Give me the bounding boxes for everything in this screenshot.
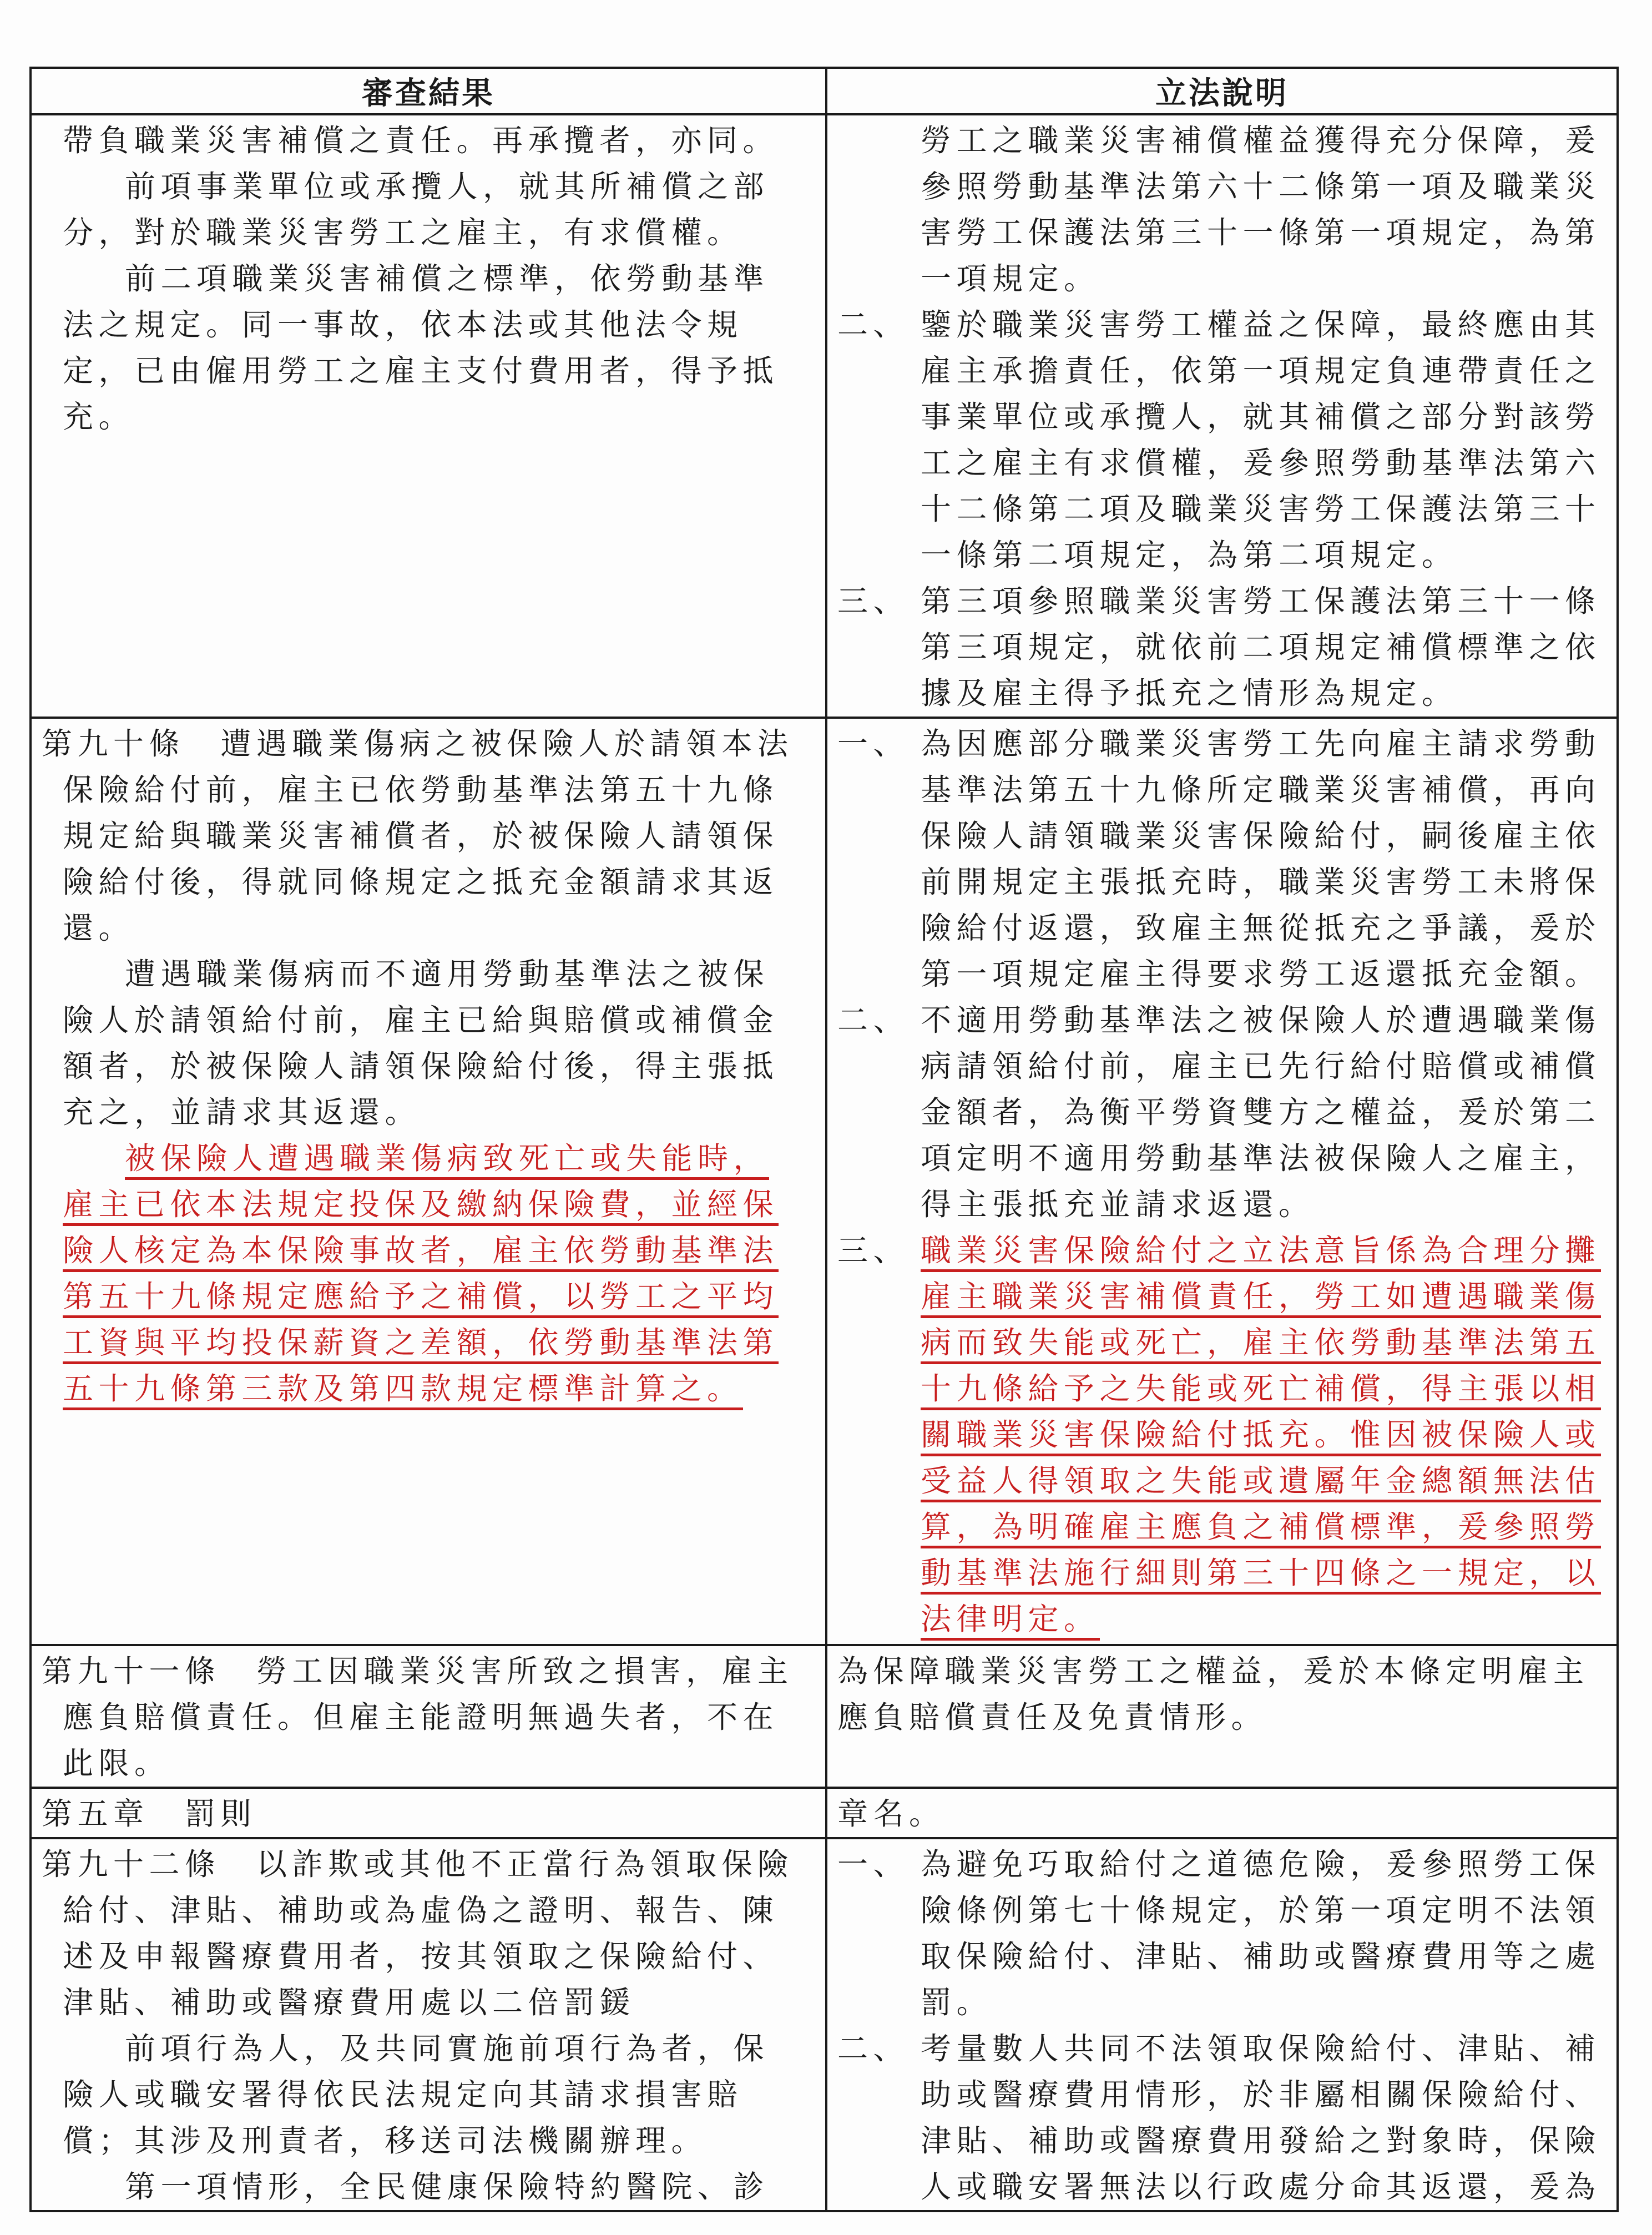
- explanation-line: [837, 486, 1606, 532]
- explanation-line: [837, 210, 1606, 256]
- line-text: 額者，於被保險人請領保險給付後，得主張抵: [63, 1048, 779, 1084]
- explanation-line: [837, 1791, 1606, 1837]
- review-text-line: [42, 256, 815, 302]
- line-text: 還。: [63, 910, 135, 946]
- line-text: 算，為明確雇主應負之補償標準，爰參照勞: [921, 1509, 1601, 1548]
- explanation-line: [837, 1842, 1606, 1888]
- line-text: 法之規定。同一事故，依本法或其他法令規: [63, 307, 743, 342]
- item-number: 三、: [837, 1233, 910, 1268]
- line-text: 得主張抵充並請求返還。: [921, 1187, 1315, 1222]
- line-text: 給付、津貼、補助或為虛偽之證明、報告、陳: [63, 1893, 779, 1928]
- line-text: 定，已由僱用勞工之雇主支付費用者，得予抵: [63, 353, 779, 389]
- line-text: 保險給付前，雇主已依勞動基準法第五十九條: [63, 772, 779, 808]
- review-cell: [31, 1645, 826, 1788]
- line-text: 十九條給予之失能或死亡補償，得主張以相: [921, 1371, 1601, 1410]
- explanation-line: [837, 997, 1606, 1043]
- review-text-line: [42, 164, 815, 210]
- explanation-line: [837, 2118, 1606, 2164]
- line-text: 關職業災害保險給付抵充。惟因被保險人或: [921, 1417, 1601, 1456]
- review-text-line: [42, 997, 815, 1043]
- explanation-line: [837, 1504, 1606, 1550]
- explanation-line: [837, 624, 1606, 670]
- line-text: 十二條第二項及職業災害勞工保護法第三十: [921, 491, 1601, 527]
- explanation-line: [837, 1089, 1606, 1136]
- review-text-line: [42, 721, 815, 767]
- line-text: 前項事業單位或承攬人，就其所補償之部: [125, 169, 770, 204]
- explanation-line: [837, 1412, 1606, 1458]
- line-text: 第九十二條 以詐欺或其他不正當行為領取保險: [42, 1846, 794, 1882]
- table-row: [31, 718, 1618, 1645]
- line-text: 人或職安署無法以行政處分命其返還，爰為: [921, 2169, 1601, 2204]
- review-text-line: [42, 118, 815, 164]
- explanation-line: [837, 1596, 1606, 1642]
- line-text: 償；其涉及刑責者，移送司法機關辦理。: [63, 2123, 708, 2158]
- line-text: 雇主職業災害補償責任，勞工如遭遇職業傷: [921, 1279, 1601, 1318]
- line-text: 前項行為人，及共同實施前項行為者，保: [125, 2031, 770, 2066]
- line-text: 病而致失能或死亡，雇主依勞動基準法第五: [921, 1325, 1601, 1364]
- line-text: 雇主承擔責任，依第一項規定負連帶責任之: [921, 353, 1601, 389]
- line-text: 鑒於職業災害勞工權益之保障，最終應由其: [921, 307, 1601, 342]
- review-text-line: [42, 1648, 815, 1694]
- line-text: 職業災害保險給付之立法意旨係為合理分攤: [921, 1233, 1601, 1272]
- explanation-line: [837, 578, 1606, 624]
- explanation-cell: [826, 718, 1618, 1645]
- line-text: 為因應部分職業災害勞工先向雇主請求勞動: [921, 726, 1601, 761]
- item-number: 二、: [837, 2031, 910, 2066]
- line-text: 帶負職業災害補償之責任。再承攬者，亦同。: [63, 123, 779, 158]
- line-text: 工之雇主有求償權，爰參照勞動基準法第六: [921, 445, 1601, 481]
- item-number: 一、: [837, 1846, 910, 1882]
- explanation-line: [837, 2026, 1606, 2072]
- review-text-line: [42, 1888, 815, 1934]
- header-review-result: 審查結果: [31, 68, 826, 114]
- line-text: 第九十一條 勞工因職業災害所致之損害，雇主: [42, 1653, 794, 1689]
- line-text: 罰。: [921, 1985, 993, 2020]
- line-text: 參照勞動基準法第六十二條第一項及職業災: [921, 169, 1601, 204]
- line-text: 基準法第五十九條所定職業災害補償，再向: [921, 772, 1601, 808]
- table-row: [31, 1788, 1618, 1838]
- explanation-line: [837, 1648, 1606, 1694]
- item-number: 三、: [837, 583, 910, 619]
- table-row: [31, 114, 1618, 718]
- explanation-line: [837, 2072, 1606, 2118]
- explanation-line: [837, 2164, 1606, 2210]
- explanation-cell: [826, 1645, 1618, 1788]
- review-text-line: [42, 1089, 815, 1136]
- line-text: 事業單位或承攬人，就其補償之部分對該勞: [921, 399, 1601, 435]
- review-text-line: [42, 348, 815, 394]
- review-text-line: [42, 1980, 815, 2026]
- line-text: 規定給與職業災害補償者，於被保險人請領保: [63, 818, 779, 854]
- explanation-line: [837, 951, 1606, 997]
- explanation-line: [837, 1136, 1606, 1182]
- line-text: 一項規定。: [921, 261, 1100, 296]
- item-number: 一、: [837, 726, 910, 761]
- amended-text-line: [42, 1320, 815, 1366]
- explanation-line: [837, 440, 1606, 486]
- line-text: 第一項情形，全民健康保險特約醫院、診: [125, 2169, 770, 2204]
- table-row: [31, 1838, 1618, 2211]
- line-text: 病請領給付前，雇主已先行給付賠償或補償: [921, 1048, 1601, 1084]
- explanation-line: [837, 394, 1606, 440]
- explanation-line: [837, 1550, 1606, 1596]
- explanation-line: [837, 767, 1606, 813]
- explanation-line: [837, 905, 1606, 951]
- explanation-line: [837, 532, 1606, 578]
- line-text: 險人於請領給付前，雇主已給與賠償或補償金: [63, 1002, 779, 1038]
- item-number: 二、: [837, 307, 910, 342]
- review-text-line: [42, 2072, 815, 2118]
- review-text-line: [42, 2164, 815, 2210]
- line-text: 險條例第七十條規定，於第一項定明不法領: [921, 1893, 1601, 1928]
- review-cell: [31, 718, 826, 1645]
- explanation-cell: [826, 1788, 1618, 1838]
- review-text-line: [42, 1791, 815, 1837]
- explanation-line: [837, 1228, 1606, 1274]
- line-text: 險給付後，得就同條規定之抵充金額請求其返: [63, 864, 779, 900]
- explanation-line: [837, 813, 1606, 859]
- review-text-line: [42, 1043, 815, 1089]
- review-text-line: [42, 2026, 815, 2072]
- review-text-line: [42, 767, 815, 813]
- review-text-line: [42, 859, 815, 905]
- explanation-line: [837, 1043, 1606, 1089]
- review-cell: [31, 114, 826, 718]
- line-text: 應負賠償責任及免責情形。: [837, 1699, 1267, 1735]
- line-text: 受益人得領取之失能或遺屬年金總額無法估: [921, 1463, 1601, 1502]
- line-text: 工資與平均投保薪資之差額，依勞動基準法第: [63, 1325, 779, 1364]
- line-text: 為保障職業災害勞工之權益，爰於本條定明雇主: [837, 1653, 1589, 1689]
- amended-text-line: [42, 1182, 815, 1228]
- line-text: 一條第二項規定，為第二項規定。: [921, 537, 1458, 573]
- amended-text-line: [42, 1136, 815, 1182]
- line-text: 取保險給付、津貼、補助或醫療費用等之處: [921, 1939, 1601, 1974]
- table-row: [31, 1645, 1618, 1788]
- line-text: 前開規定主張抵充時，職業災害勞工未將保: [921, 864, 1601, 900]
- line-text: 考量數人共同不法領取保險給付、津貼、補: [921, 2031, 1601, 2066]
- review-text-line: [42, 302, 815, 348]
- line-text: 險人或職安署得依民法規定向其請求損害賠: [63, 2077, 743, 2112]
- explanation-line: [837, 1320, 1606, 1366]
- line-text: 險給付返還，致雇主無從抵充之爭議，爰於: [921, 910, 1601, 946]
- line-text: 第三項參照職業災害勞工保護法第三十一條: [921, 583, 1601, 619]
- explanation-line: [837, 859, 1606, 905]
- line-text: 金額者，為衡平勞資雙方之權益，爰於第二: [921, 1094, 1601, 1130]
- line-text: 害勞工保護法第三十一條第一項規定，為第: [921, 215, 1601, 250]
- line-text: 保險人請領職業災害保險給付，嗣後雇主依: [921, 818, 1601, 854]
- line-text: 第九十條 遭遇職業傷病之被保險人於請領本法: [42, 726, 794, 761]
- review-text-line: [42, 1740, 815, 1787]
- line-text: 第五章 罰則: [42, 1796, 257, 1832]
- line-text: 充。: [63, 399, 135, 435]
- explanation-line: [837, 1980, 1606, 2026]
- line-text: 第一項規定雇主得要求勞工返還抵充金額。: [921, 956, 1601, 992]
- explanation-line: [837, 348, 1606, 394]
- amended-text-line: [42, 1274, 815, 1320]
- explanation-cell: [826, 1838, 1618, 2211]
- line-text: 述及申報醫療費用者，按其領取之保險給付、: [63, 1939, 779, 1974]
- explanation-line: [837, 670, 1606, 717]
- line-text: 法律明定。: [921, 1601, 1100, 1641]
- line-text: 遭遇職業傷病而不適用勞動基準法之被保: [125, 956, 770, 992]
- explanation-line: [837, 1934, 1606, 1980]
- table-header-row: [31, 68, 1618, 114]
- explanation-line: [837, 1888, 1606, 1934]
- review-cell: [31, 1838, 826, 2211]
- explanation-line: [837, 164, 1606, 210]
- review-cell: [31, 1788, 826, 1838]
- review-text-line: [42, 1842, 815, 1888]
- line-text: 此限。: [63, 1745, 170, 1781]
- explanation-line: [837, 1182, 1606, 1228]
- line-text: 險人核定為本保險事故者，雇主依勞動基準法: [63, 1233, 779, 1272]
- review-text-line: [42, 394, 815, 440]
- amended-text-line: [42, 1228, 815, 1274]
- line-text: 應負賠償責任。但雇主能證明無過失者，不在: [63, 1699, 779, 1735]
- line-text: 章名。: [837, 1796, 945, 1832]
- explanation-line: [837, 256, 1606, 302]
- line-text: 充之，並請求其返還。: [63, 1094, 421, 1130]
- line-text: 第五十九條規定應給予之補償，以勞工之平均: [63, 1279, 779, 1318]
- line-text: 為避免巧取給付之道德危險，爰參照勞工保: [921, 1846, 1601, 1882]
- review-text-line: [42, 813, 815, 859]
- line-text: 助或醫療費用情形，於非屬相關保險給付、: [921, 2077, 1601, 2112]
- explanation-line: [837, 1694, 1606, 1740]
- review-text-line: [42, 210, 815, 256]
- amended-text-line: [42, 1366, 815, 1412]
- explanation-line: [837, 302, 1606, 348]
- header-legislative-explanation: 立法說明: [826, 68, 1618, 114]
- explanation-line: [837, 1458, 1606, 1504]
- line-text: 不適用勞動基準法之被保險人於遭遇職業傷: [921, 1002, 1601, 1038]
- line-text: 雇主已依本法規定投保及繳納保險費，並經保: [63, 1187, 779, 1226]
- review-text-line: [42, 2118, 815, 2164]
- line-text: 前二項職業災害補償之標準，依勞動基準: [125, 261, 770, 296]
- line-text: 分，對於職業災害勞工之雇主，有求償權。: [63, 215, 743, 250]
- line-text: 動基準法施行細則第三十四條之一規定，以: [921, 1555, 1601, 1595]
- explanation-line: [837, 721, 1606, 767]
- review-text-line: [42, 1694, 815, 1740]
- explanation-cell: [826, 114, 1618, 718]
- review-text-line: [42, 951, 815, 997]
- explanation-line: [837, 1274, 1606, 1320]
- line-text: 津貼、補助或醫療費用處以二倍罰鍰: [63, 1985, 636, 2020]
- explanation-line: [837, 1366, 1606, 1412]
- review-text-line: [42, 905, 815, 951]
- line-text: 勞工之職業災害補償權益獲得充分保障，爰: [921, 123, 1601, 158]
- line-text: 第三項規定，就依前二項規定補償標準之依: [921, 629, 1601, 665]
- item-number: 二、: [837, 1002, 910, 1038]
- line-text: 津貼、補助或醫療費用發給之對象時，保險: [921, 2123, 1601, 2158]
- comparison-table: [29, 67, 1619, 2212]
- line-text: 被保險人遭遇職業傷病致死亡或失能時，: [125, 1141, 769, 1180]
- line-text: 五十九條第三款及第四款規定標準計算之。: [63, 1371, 743, 1410]
- line-text: 項定明不適用勞動基準法被保險人之雇主，: [921, 1141, 1601, 1176]
- explanation-line: [837, 118, 1606, 164]
- line-text: 據及雇主得予抵充之情形為規定。: [921, 675, 1458, 711]
- review-text-line: [42, 1934, 815, 1980]
